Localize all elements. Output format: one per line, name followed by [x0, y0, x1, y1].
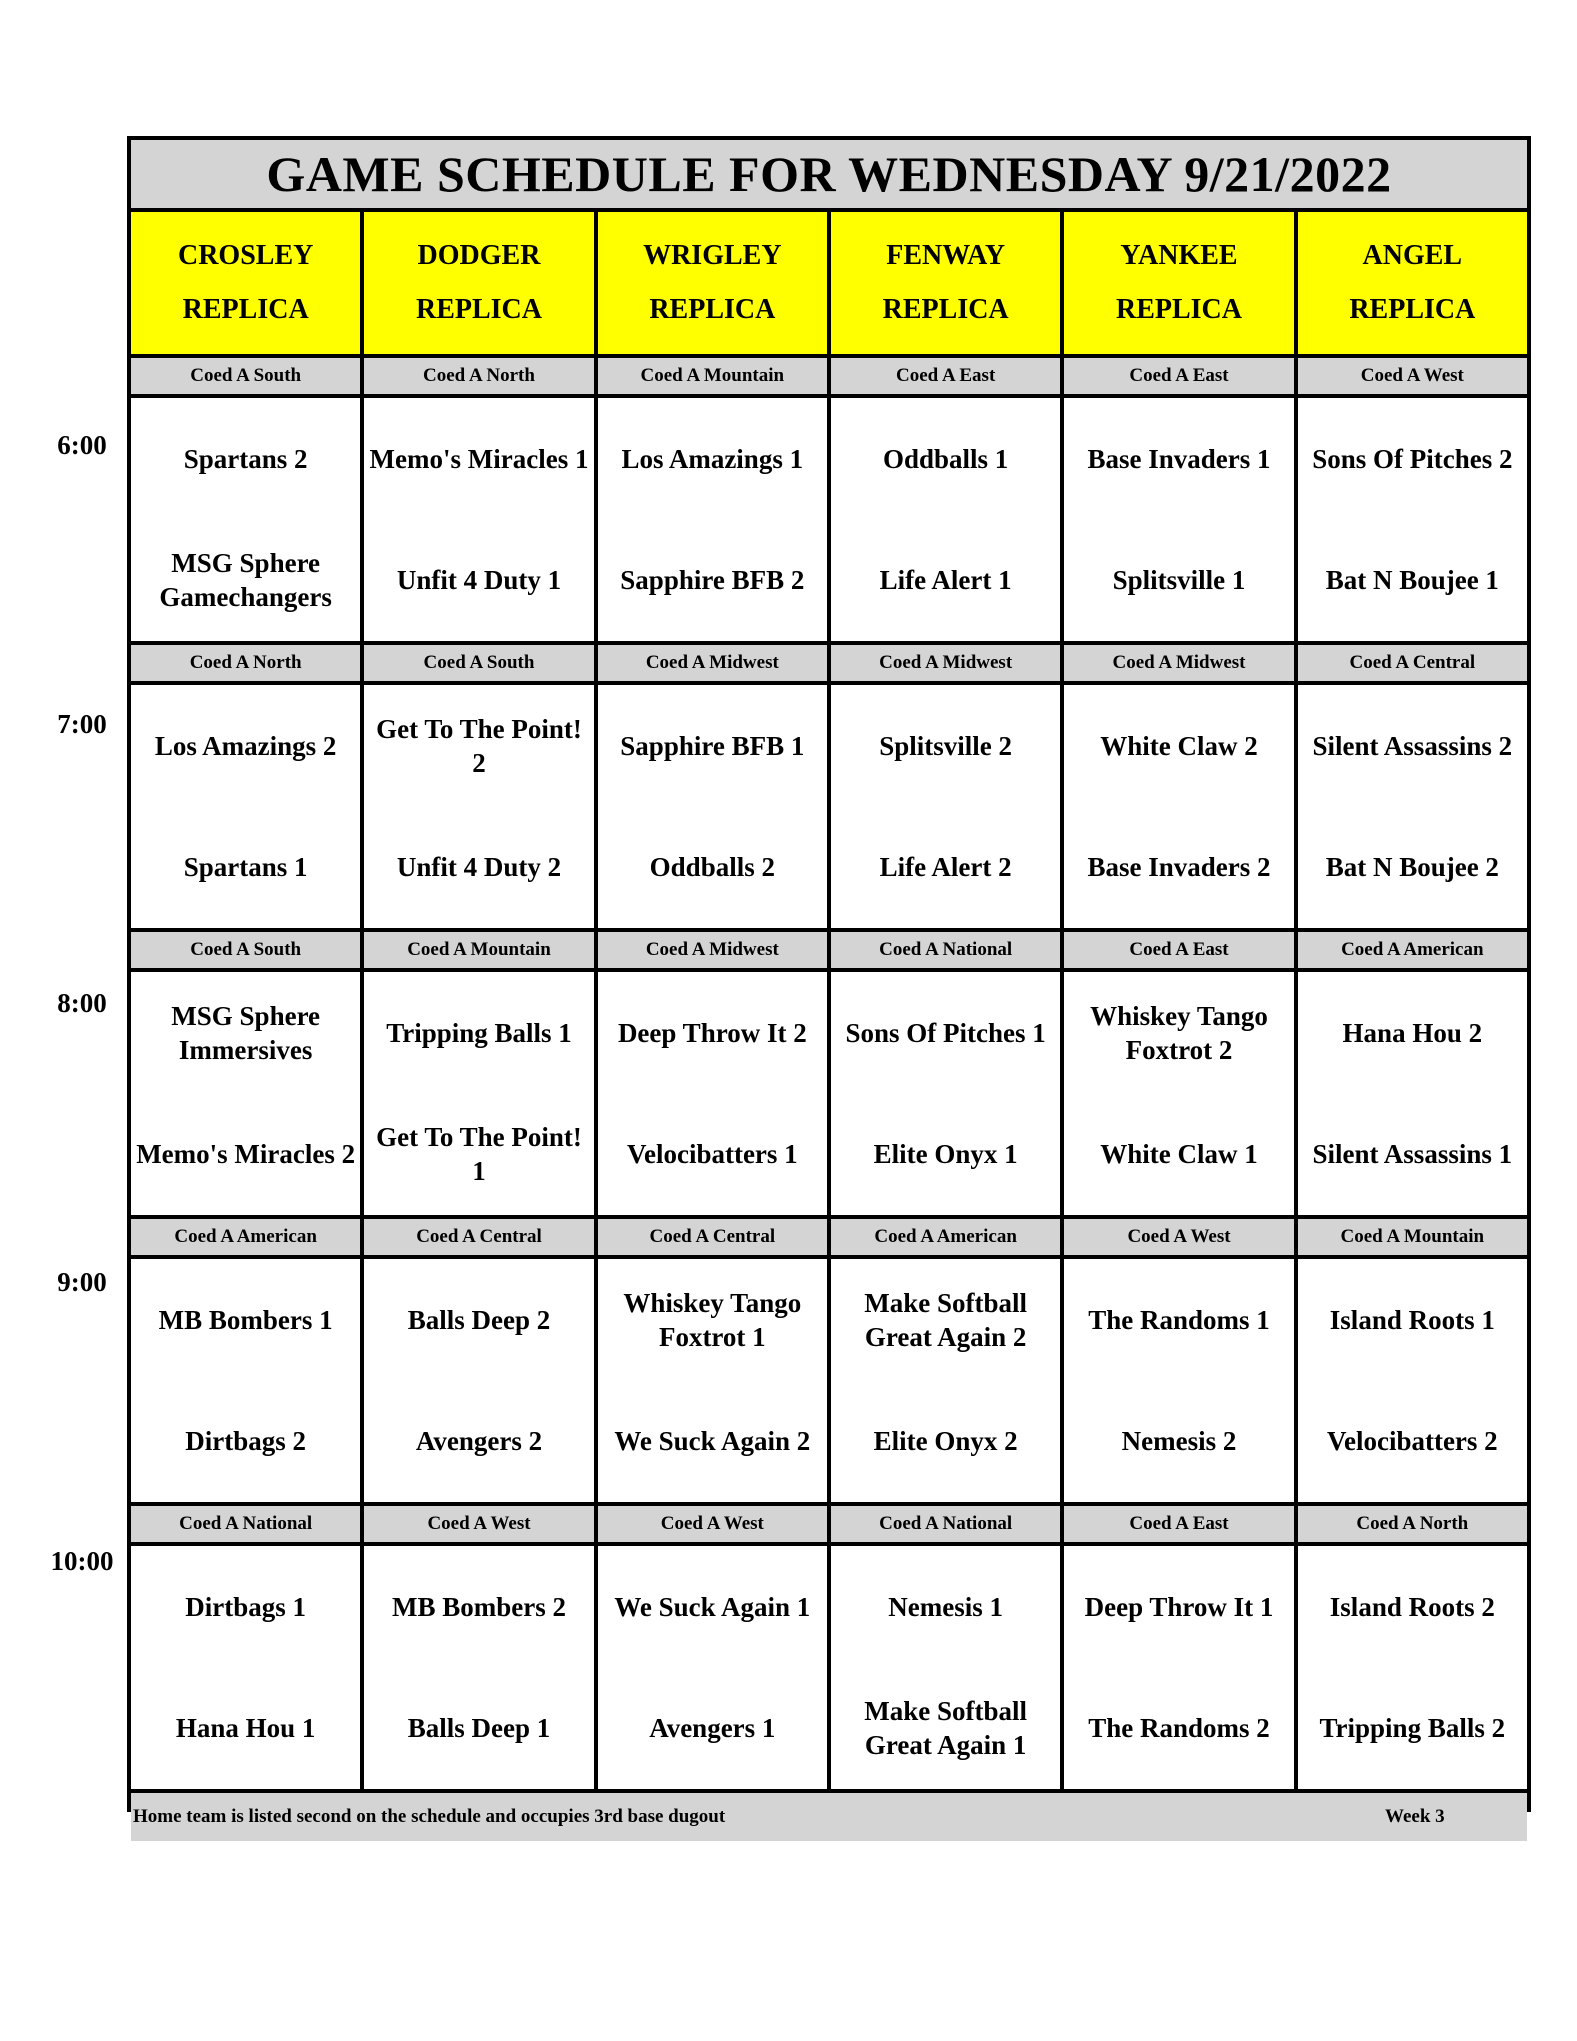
venue-header — [131, 212, 360, 354]
division-label: Coed A National — [831, 1506, 1060, 1542]
away-team: Island Roots 2 — [1329, 1591, 1495, 1622]
away-team: Silent Assassins 2 — [1312, 730, 1513, 761]
home-team: Memo's Miracles 2 — [136, 1139, 356, 1170]
game-cell — [831, 972, 1060, 1215]
home-team: Unfit 4 Duty 1 — [396, 565, 562, 596]
home-team: MSG Sphere Gamechangers — [159, 548, 332, 613]
away-team: MSG Sphere Immersives — [171, 1000, 321, 1065]
home-team: Unfit 4 Duty 2 — [396, 852, 562, 883]
away-team: Tripping Balls 1 — [386, 1017, 572, 1048]
division-label: Coed A Mountain — [1298, 1219, 1527, 1255]
game-cell — [598, 972, 827, 1215]
home-team: Elite Onyx 1 — [873, 1139, 1018, 1170]
home-team: Bat N Boujee 1 — [1325, 565, 1499, 596]
division-label: Coed A East — [831, 358, 1060, 394]
game-cell — [831, 1546, 1060, 1789]
game-cell — [1298, 1259, 1527, 1502]
game-cell — [1298, 972, 1527, 1215]
division-label: Coed A Central — [364, 1219, 593, 1255]
game-cell — [831, 398, 1060, 641]
home-team: Spartans 1 — [183, 852, 308, 883]
away-team: Nemesis 1 — [888, 1591, 1004, 1622]
division-label: Coed A Mountain — [598, 358, 827, 394]
away-team: Dirtbags 1 — [185, 1591, 307, 1622]
time-label: 10:00 — [50, 1546, 114, 1576]
time-label: 8:00 — [57, 988, 107, 1018]
division-label: Coed A South — [131, 358, 360, 394]
game-cell — [831, 685, 1060, 928]
away-team: The Randoms 1 — [1088, 1304, 1270, 1335]
game-cell — [131, 972, 360, 1215]
home-team: Velocibatters 2 — [1326, 1426, 1498, 1457]
away-team: Los Amazings 1 — [621, 443, 804, 474]
division-label: Coed A Mountain — [364, 932, 593, 968]
home-team: Life Alert 2 — [879, 852, 1012, 883]
venue-name: YANKEE — [1120, 240, 1238, 271]
venue-name: ANGEL — [1362, 240, 1463, 271]
venue-header — [831, 212, 1060, 354]
away-team: Deep Throw It 1 — [1084, 1591, 1274, 1622]
home-team: Base Invaders 2 — [1087, 852, 1271, 883]
away-team: Sons Of Pitches 2 — [1312, 443, 1513, 474]
division-label: Coed A Midwest — [831, 645, 1060, 681]
schedule-title: GAME SCHEDULE FOR WEDNESDAY 9/21/2022 — [131, 140, 1527, 208]
game-cell — [131, 398, 360, 641]
away-team: Hana Hou 2 — [1342, 1017, 1483, 1048]
time-label: 7:00 — [57, 709, 107, 739]
away-team: Splitsville 2 — [879, 730, 1013, 761]
away-team: Make Softball Great Again 2 — [864, 1287, 1028, 1352]
venue-header — [1298, 212, 1527, 354]
division-label: Coed A North — [364, 358, 593, 394]
game-cell — [1064, 972, 1293, 1215]
division-label: Coed A American — [1298, 932, 1527, 968]
division-label: Coed A West — [1064, 1219, 1293, 1255]
venue-header — [598, 212, 827, 354]
game-cell — [598, 1546, 827, 1789]
home-team: Avengers 1 — [649, 1713, 776, 1744]
division-label: Coed A Central — [598, 1219, 827, 1255]
home-team: Get To The Point! 1 — [376, 1122, 582, 1187]
game-cell — [364, 1259, 593, 1502]
division-label: Coed A West — [364, 1506, 593, 1542]
away-team: Oddballs 1 — [883, 443, 1009, 474]
time-label: 9:00 — [57, 1267, 107, 1297]
schedule-footer — [131, 1793, 1527, 1841]
division-label: Coed A Central — [1298, 645, 1527, 681]
venue-name: WRIGLEY — [643, 240, 782, 271]
division-label: Coed A National — [831, 932, 1060, 968]
game-cell — [364, 972, 593, 1215]
division-label: Coed A American — [131, 1219, 360, 1255]
away-team: Memo's Miracles 1 — [369, 443, 589, 474]
venue-type: REPLICA — [415, 294, 542, 325]
home-team: We Suck Again 2 — [614, 1426, 811, 1457]
venue-name: CROSLEY — [177, 240, 314, 271]
away-team: Balls Deep 2 — [407, 1304, 551, 1335]
game-cell — [364, 398, 593, 641]
schedule-table — [127, 136, 1531, 1827]
away-team: MB Bombers 2 — [392, 1591, 566, 1622]
game-cell — [1298, 398, 1527, 641]
venue-type: REPLICA — [1115, 294, 1242, 325]
division-label: Coed A West — [1298, 358, 1527, 394]
game-cell — [1064, 1259, 1293, 1502]
home-team: Nemesis 2 — [1121, 1426, 1237, 1457]
division-label: Coed A Midwest — [598, 645, 827, 681]
home-team: Dirtbags 2 — [185, 1426, 307, 1457]
away-team: Whiskey Tango Foxtrot 1 — [623, 1287, 802, 1352]
home-team: Life Alert 1 — [879, 565, 1012, 596]
division-label: Coed A North — [131, 645, 360, 681]
venue-header — [364, 212, 593, 354]
away-team: We Suck Again 1 — [614, 1591, 811, 1622]
venue-type: REPLICA — [882, 294, 1009, 325]
division-label: Coed A North — [1298, 1506, 1527, 1542]
game-cell — [1298, 1546, 1527, 1789]
division-label: Coed A American — [831, 1219, 1060, 1255]
division-label: Coed A West — [598, 1506, 827, 1542]
away-team: Los Amazings 2 — [154, 730, 337, 761]
division-label: Coed A Midwest — [1064, 645, 1293, 681]
division-label: Coed A South — [131, 932, 360, 968]
game-cell — [1298, 685, 1527, 928]
division-label: Coed A National — [131, 1506, 360, 1542]
home-team: Make Softball Great Again 1 — [864, 1696, 1028, 1761]
home-team: Splitsville 1 — [1112, 565, 1246, 596]
home-team: White Claw 1 — [1100, 1139, 1258, 1170]
away-team: Sons Of Pitches 1 — [845, 1017, 1046, 1048]
division-label: Coed A East — [1064, 1506, 1293, 1542]
away-team: MB Bombers 1 — [158, 1304, 333, 1335]
venue-type: REPLICA — [182, 294, 309, 325]
division-label: Coed A Midwest — [598, 932, 827, 968]
game-cell — [131, 685, 360, 928]
away-team: Island Roots 1 — [1329, 1304, 1495, 1335]
home-team: Elite Onyx 2 — [873, 1426, 1018, 1457]
week-label: Week 3 — [1385, 1806, 1445, 1827]
away-team: Whiskey Tango Foxtrot 2 — [1090, 1000, 1268, 1065]
game-cell — [1064, 685, 1293, 928]
game-cell — [131, 1259, 360, 1502]
division-label: Coed A East — [1064, 358, 1293, 394]
away-team: Deep Throw It 2 — [617, 1017, 807, 1048]
home-team: Hana Hou 1 — [175, 1713, 316, 1744]
home-team: Balls Deep 1 — [407, 1713, 551, 1744]
game-cell — [1064, 398, 1293, 641]
game-cell — [598, 1259, 827, 1502]
home-team: Bat N Boujee 2 — [1325, 852, 1499, 883]
game-cell — [1064, 1546, 1293, 1789]
away-team: Base Invaders 1 — [1087, 443, 1271, 474]
home-team: Silent Assassins 1 — [1312, 1139, 1513, 1170]
away-team: Get To The Point! 2 — [376, 713, 582, 778]
division-label: Coed A East — [1064, 932, 1293, 968]
game-cell — [364, 1546, 593, 1789]
venue-header — [1064, 212, 1293, 354]
away-team: White Claw 2 — [1100, 730, 1258, 761]
venue-name: DODGER — [417, 240, 541, 271]
division-label: Coed A South — [364, 645, 593, 681]
away-team: Sapphire BFB 1 — [620, 730, 805, 761]
venue-type: REPLICA — [1349, 294, 1476, 325]
home-team: Avengers 2 — [415, 1426, 543, 1457]
home-team: Oddballs 2 — [649, 852, 775, 883]
footer-note: Home team is listed second on the schedule and occupies 3rd base dugout — [133, 1806, 726, 1827]
time-label: 6:00 — [57, 430, 107, 460]
away-team: Spartans 2 — [183, 443, 308, 474]
game-cell — [831, 1259, 1060, 1502]
game-cell — [598, 398, 827, 641]
home-team: The Randoms 2 — [1088, 1713, 1270, 1744]
game-cell — [598, 685, 827, 928]
venue-type: REPLICA — [649, 294, 776, 325]
venue-name: FENWAY — [886, 240, 1006, 271]
game-cell — [131, 1546, 360, 1789]
game-cell — [364, 685, 593, 928]
home-team: Tripping Balls 2 — [1319, 1713, 1506, 1744]
home-team: Sapphire BFB 2 — [620, 565, 805, 596]
home-team: Velocibatters 1 — [626, 1139, 798, 1170]
